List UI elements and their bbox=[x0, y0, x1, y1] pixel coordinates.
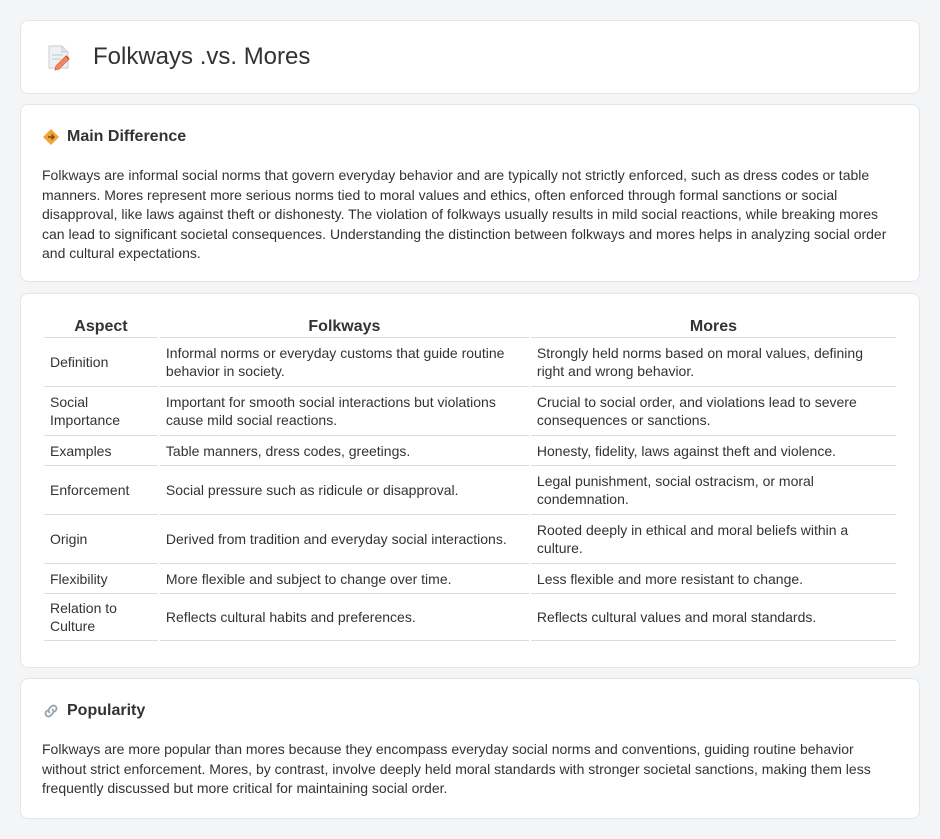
popularity-heading bbox=[42, 702, 145, 720]
aspect-cell: Origin bbox=[44, 515, 158, 564]
popularity-card bbox=[20, 678, 920, 819]
header-mores: Mores bbox=[531, 316, 896, 338]
main-difference-title: Main Difference bbox=[67, 128, 187, 145]
mores-cell: Honesty, fidelity, laws against theft and violence. bbox=[531, 436, 896, 466]
popularity-text: Folkways are more popular than mores because they encompass everyday social norms and conventions, guiding routine behavior without strict enforcement. Mores, by contrast, involve deeply held moral standards with stronger societal sanctions, making them less frequently discussed but more critical for maintaining social order. bbox=[42, 741, 871, 796]
mores-cell: Crucial to social order, and violations lead to severe consequences or sanctions. bbox=[531, 387, 896, 436]
header-folkways: Folkways bbox=[160, 316, 529, 338]
folkways-cell: Reflects cultural habits and preferences. bbox=[160, 594, 529, 641]
diamond-warning-icon bbox=[42, 128, 60, 146]
mores-cell: Legal punishment, social ostracism, or moral condemnation. bbox=[531, 466, 896, 515]
table-row bbox=[44, 338, 896, 387]
table-row bbox=[44, 466, 896, 515]
aspect-cell: Enforcement bbox=[44, 466, 158, 515]
main-difference-text: Folkways are informal social norms that govern everyday behavior and are typically not strictly enforced, such as dress codes or table manners. Mores represent more serious norms tied to moral values and ethics, often enforced through formal sanctions or social disapproval, like laws against theft or dishonesty. The violation of folkways usually results in mild social reactions, while breaking mores can lead to significant societal consequences. Understanding the distinction between folkways and mores helps in analyzing social order and cultural expectations. bbox=[42, 167, 887, 261]
aspect-cell: Relation to Culture bbox=[44, 594, 158, 641]
aspect-cell: Examples bbox=[44, 436, 158, 466]
table-row bbox=[44, 594, 896, 641]
folkways-cell: More flexible and subject to change over time. bbox=[160, 564, 529, 594]
mores-cell: Less flexible and more resistant to change. bbox=[531, 564, 896, 594]
table-header-row bbox=[44, 316, 896, 338]
popularity-title: Popularity bbox=[67, 702, 146, 719]
header-card bbox=[20, 20, 920, 94]
folkways-cell: Informal norms or everyday customs that guide routine behavior in society. bbox=[160, 338, 529, 387]
header bbox=[47, 43, 310, 71]
mores-cell: Strongly held norms based on moral values, defining right and wrong behavior. bbox=[531, 338, 896, 387]
table-row bbox=[44, 436, 896, 466]
link-icon bbox=[42, 702, 60, 720]
folkways-cell: Important for smooth social interactions but violations cause mild social reactions. bbox=[160, 387, 529, 436]
folkways-cell: Social pressure such as ridicule or disapproval. bbox=[160, 466, 529, 515]
folkways-cell: Derived from tradition and everyday social interactions. bbox=[160, 515, 529, 564]
mores-cell: Rooted deeply in ethical and moral beliefs within a culture. bbox=[531, 515, 896, 564]
aspect-cell: Flexibility bbox=[44, 564, 158, 594]
folkways-cell: Table manners, dress codes, greetings. bbox=[160, 436, 529, 466]
table-row bbox=[44, 564, 896, 594]
mores-cell: Reflects cultural values and moral standards. bbox=[531, 594, 896, 641]
table-row bbox=[44, 387, 896, 436]
comparison-card bbox=[20, 293, 920, 668]
main-difference-card bbox=[20, 104, 920, 282]
page-title: Folkways .vs. Mores bbox=[93, 43, 311, 70]
main-difference-heading bbox=[42, 128, 186, 146]
table-row bbox=[44, 515, 896, 564]
comparison-table bbox=[42, 316, 898, 641]
aspect-cell: Definition bbox=[44, 338, 158, 387]
document-edit-icon bbox=[47, 43, 71, 71]
aspect-cell: Social Importance bbox=[44, 387, 158, 436]
header-aspect: Aspect bbox=[44, 316, 158, 338]
